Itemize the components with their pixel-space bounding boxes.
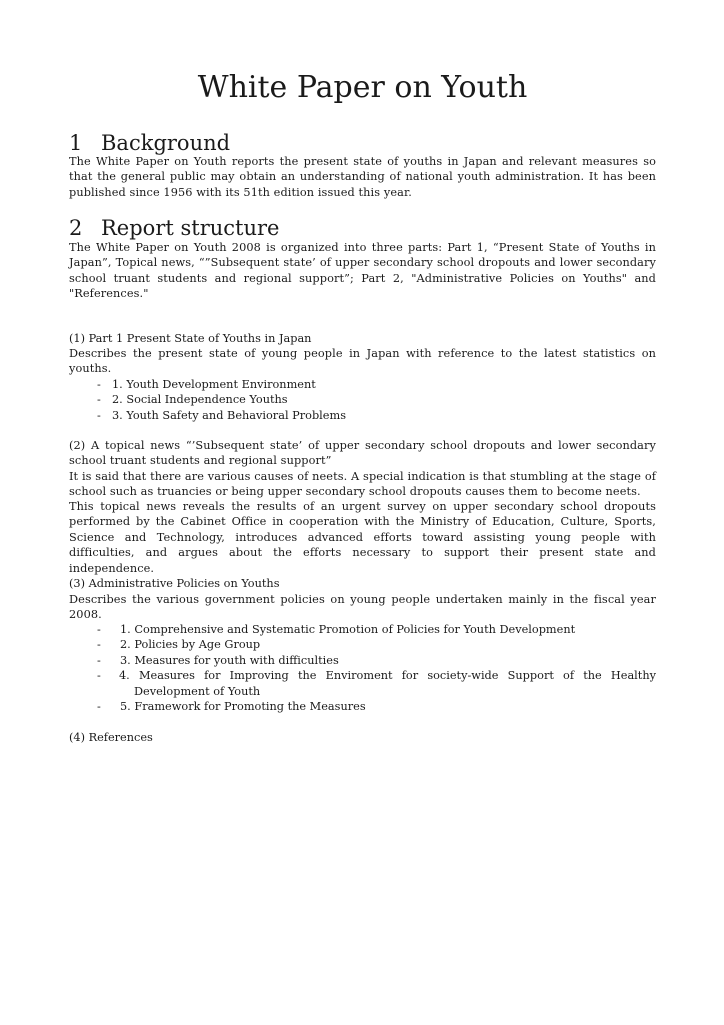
list-item-text: 1. Comprehensive and Systematic Promotion of Policies for Youth Development: [120, 623, 576, 636]
report-structure-paragraph: The White Paper on Youth 2008 is organized into three parts: Part 1, “Present State of Youths in Japan”, Topical news, “”Subsequent state’ of upper secondary school dropouts and lower secondary school truant students and regional support”; Part 2, "Administrative Policies on Youths" and "References.": [69, 241, 656, 301]
section-heading-report-structure: [69, 216, 656, 240]
background-paragraph: The White Paper on Youth reports the present state of youths in Japan and relevant measures so that the general public may obtain an understanding of national youth administration. It has been published since 1956 with its 51th edition issued this year.: [69, 155, 656, 199]
list-item: [97, 408, 597, 423]
references-heading: (4) References: [69, 731, 153, 744]
list-item: [97, 392, 597, 407]
policies-heading: (3) Administrative Policies on Youths: [69, 577, 280, 590]
list-item-text: 2. Social Independence Youths: [112, 393, 288, 407]
section-title: Background: [101, 131, 231, 155]
policies-paragraph: Describes the various government policies on young people undertaken mainly in the fiscal year 2008.: [69, 593, 656, 622]
list-item-text: 3. Youth Safety and Behavioral Problems: [112, 408, 346, 422]
bullet-dash: -: [97, 638, 101, 652]
bullet-dash: -: [97, 393, 101, 407]
list-item: [97, 653, 656, 668]
bullet-dash: -: [97, 653, 101, 667]
topical-paragraph-1: It is said that there are various causes of neets. A special indication is that stumbling at the stage of school such as truancies or being upper secondary school dropouts causes them to become neets.: [69, 470, 656, 499]
topical-heading: (2) A topical news “’Subsequent state’ of upper secondary school dropouts and lower secondary school truant students and regional support”: [69, 439, 656, 468]
bullet-dash: -: [97, 378, 101, 391]
list-item: [97, 668, 656, 699]
list-item: [97, 699, 656, 714]
section-title: Report structure: [101, 216, 280, 240]
list-item: [97, 377, 597, 392]
list-item-text: 2. Policies by Age Group: [120, 638, 261, 652]
bullet-dash: -: [97, 408, 101, 422]
part1-paragraph: Describes the present state of young people in Japan with reference to the latest statistics on youths.: [69, 347, 656, 376]
list-item: [97, 622, 656, 637]
list-item-text: 3. Measures for youth with difficulties: [120, 653, 339, 667]
bullet-dash: -: [97, 700, 101, 714]
part1-heading: (1) Part 1 Present State of Youths in Japan: [69, 332, 312, 345]
policies-list: [97, 622, 656, 714]
section-number: 2: [69, 216, 83, 240]
section-heading-background: [69, 131, 656, 155]
list-item: [97, 637, 656, 652]
bullet-dash: -: [97, 623, 101, 636]
list-item-text: 4. Measures for Improving the Enviroment for society-wide Support of the Healthy Development of Youth: [119, 669, 656, 698]
list-item-text: 5. Framework for Promoting the Measures: [120, 700, 366, 714]
bullet-dash: -: [97, 669, 101, 683]
page-title: White Paper on Youth: [197, 70, 528, 105]
part1-list: [97, 377, 597, 423]
list-item-text: 1. Youth Development Environment: [112, 378, 316, 391]
topical-paragraph-2: This topical news reveals the results of an urgent survey on upper secondary school dropouts performed by the Cabinet Office in cooperation with the Ministry of Education, Culture, Sports, Science and Technology, introduces advanced efforts toward assisting young people with difficulties, and argues about the efforts necessary to support their present state and independence.: [69, 500, 656, 575]
section-number: 1: [69, 131, 83, 155]
